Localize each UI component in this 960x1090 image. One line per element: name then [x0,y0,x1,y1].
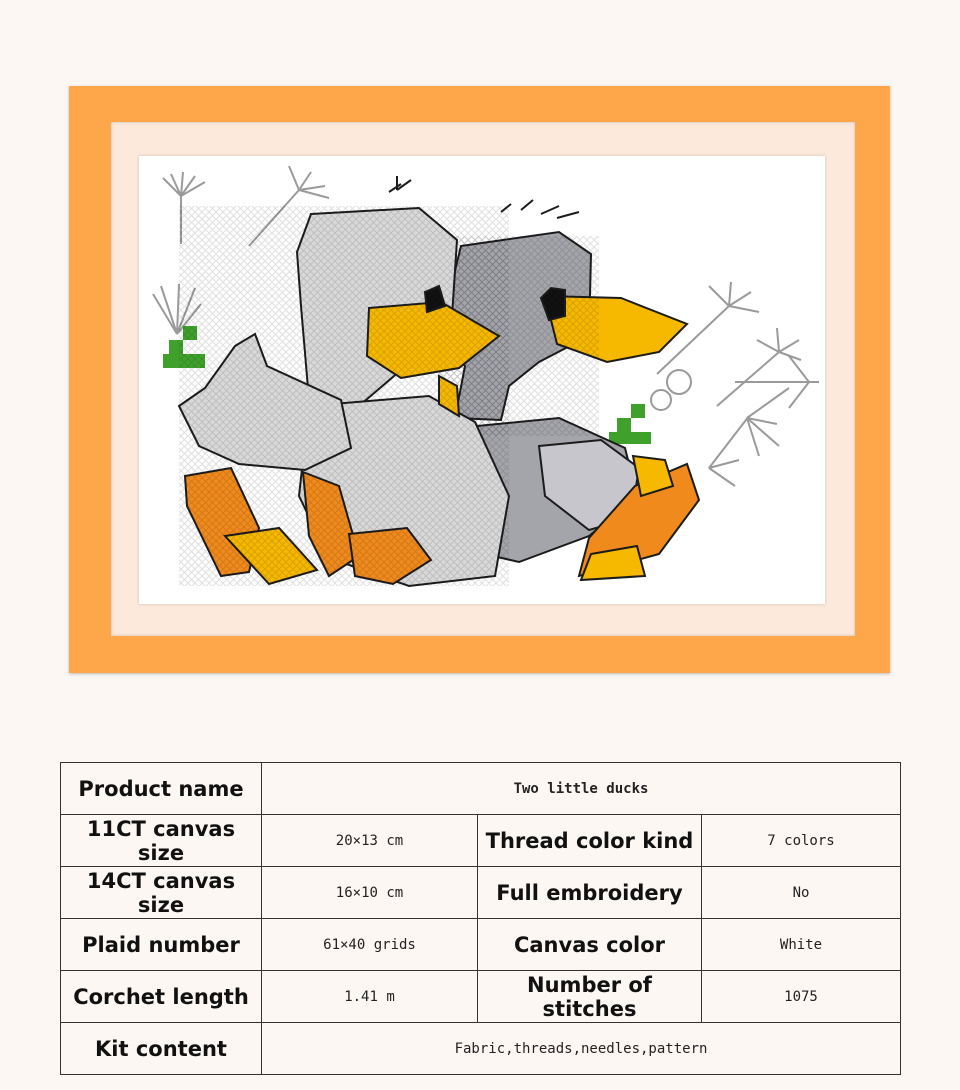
product-name-value: Two little ducks [262,763,901,815]
plaid-number-label: Plaid number [61,919,262,971]
canvas-color-value: White [702,919,901,971]
canvas-11ct-label: 11CT canvas size [61,815,262,867]
thread-color-kind-value: 7 colors [702,815,901,867]
canvas-14ct-label: 14CT canvas size [61,867,262,919]
number-of-stitches-label: Number of stitches [478,971,702,1023]
product-name-label: Product name [61,763,262,815]
table-row [61,971,901,1023]
kit-content-value: Fabric,threads,needles,pattern [262,1023,901,1075]
corchet-length-label: Corchet length [61,971,262,1023]
table-row [61,1023,901,1075]
left-duck [179,176,509,586]
table-row [61,763,901,815]
picture-frame [69,86,890,673]
table-row [61,815,901,867]
kit-content-label: Kit content [61,1023,262,1075]
picture-mat [111,122,855,636]
product-spec-table [60,762,901,1075]
canvas-color-label: Canvas color [478,919,702,971]
table-row [61,867,901,919]
full-embroidery-value: No [702,867,901,919]
canvas-14ct-value: 16×10 cm [262,867,478,919]
full-embroidery-label: Full embroidery [478,867,702,919]
two-ducks-artwork [139,156,825,604]
table-row [61,919,901,971]
corchet-length-value: 1.41 m [262,971,478,1023]
canvas-11ct-value: 20×13 cm [262,815,478,867]
cross-stitch-canvas [139,156,825,604]
plaid-number-value: 61×40 grids [262,919,478,971]
thread-color-kind-label: Thread color kind [478,815,702,867]
number-of-stitches-value: 1075 [702,971,901,1023]
